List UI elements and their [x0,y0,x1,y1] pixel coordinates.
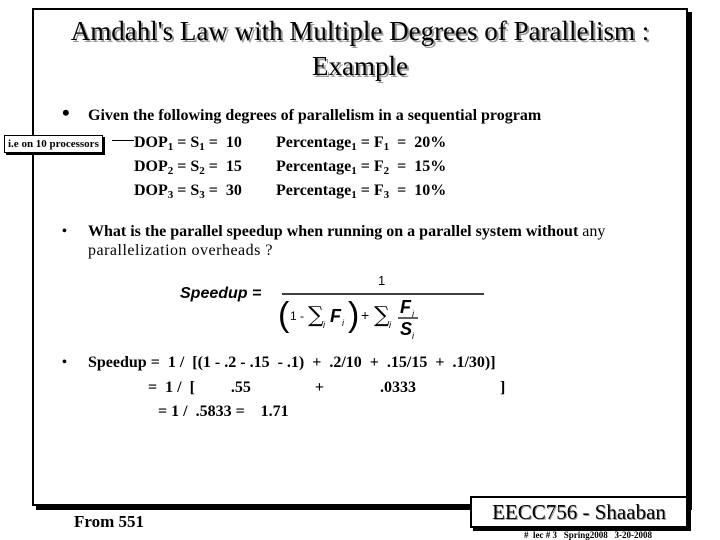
formula-numerator: 1 [378,273,386,288]
slide-title-line1: Amdahl's Law with Multiple Degrees of Parallelism : [70,16,650,46]
pct-row-2: Percentage$_1$ = $F_2 = 15\%$ [276,158,447,177]
formula-lhs: Speedup = [180,285,262,302]
sigma-icon: ∑ [374,303,390,328]
bullet2-text: What is the parallel speedup when running on a parallel system without any [88,223,606,240]
sigma-sub: i [323,320,325,330]
dop-row-1: $DOP_1 = S_1 = 10$ [134,134,242,153]
callout-connector [112,140,134,141]
formula-S-sub: i [412,331,414,341]
bullet1-text: Given the following degrees of parallelism in a sequential program [88,107,542,124]
paren-open: ( [278,296,290,334]
sigma-icon: ∑ [308,303,324,328]
course-badge: EECC756 - Shaaban [470,496,688,528]
pct-row-3: Percentage$_1$ = $F_3 = 10\%$ [276,182,447,201]
formula-plus: + [361,307,370,323]
bullet-dot: • [62,100,70,125]
formula-F-sub: i [342,318,344,328]
speedup-line1: Speedup = 1 / [(1 - .2 - .15 - .1) + .2/10 + .15/15 + .1/30)] [88,354,496,371]
formula-F-num-sub: i [412,309,414,319]
paren-close: ) [348,296,360,334]
formula-one-minus: 1 - [290,309,305,323]
slide-title-line2: Example [312,51,408,81]
formula-S: S [400,319,413,339]
dop-row-3: $DOP_3 = S_3 = 30$ [134,182,242,201]
formula-F: F [330,306,341,326]
speedup-line3: = 1 / .5833 = 1.71 [158,403,289,420]
bullet-dot: • [62,224,67,239]
bullet-dot: • [62,355,67,370]
processor-callout: i.e on 10 processors [4,135,103,153]
bullet2-line2: parallelization overheads ? [88,242,273,259]
sigma-sub: i [389,320,391,330]
from-note: From 551 [74,512,145,531]
slide-footer: # lec # 3 Spring2008 3-20-2008 [524,530,652,540]
speedup-formula [178,268,488,343]
dop-row-2: $DOP_2 = S_2 = 15$ [134,158,242,177]
speedup-line2: = 1 / [ .55 + .0333 ] [148,379,506,396]
formula-F-num: F [400,297,411,317]
pct-row-1: Percentage$_1$ = $F_1 = 20\%$ [276,134,447,153]
